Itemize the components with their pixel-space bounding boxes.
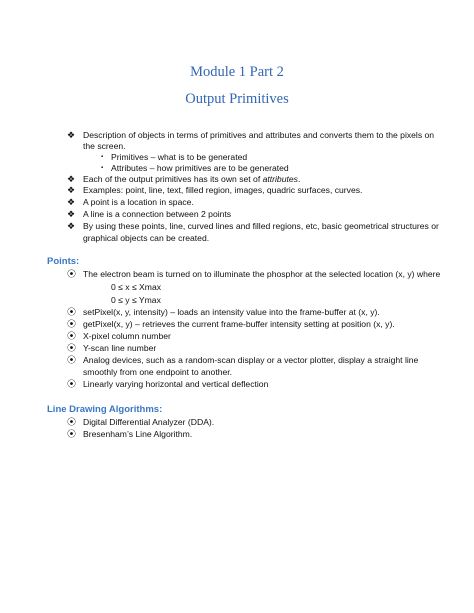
square-bullet-icon: ▪ [101, 154, 104, 160]
intro-item-text: the screen. [83, 141, 126, 151]
square-bullet-icon: ▪ [101, 165, 104, 171]
diamond-bullet-icon: ❖ [67, 209, 76, 219]
intro-item-text: By using these points, line, curved lines and filled regions, etc, basic geometrical structures or [83, 221, 439, 231]
points-item-text: Linearly varying horizontal and vertical deflection [83, 379, 269, 389]
circle-bullet-icon: ⦿ [67, 319, 77, 329]
intro-subitem-text: Attributes – how primitives are to be generated [111, 163, 289, 173]
points-item-text: X-pixel column number [83, 331, 171, 341]
points-item-text: setPixel(x, y, intensity) – loads an intensity value into the frame-buffer at (x, y). [83, 307, 380, 317]
diamond-bullet-icon: ❖ [67, 221, 76, 231]
points-heading: Points: [47, 256, 80, 267]
intro-item-text: graphical objects can be created. [83, 233, 210, 243]
circle-bullet-icon: ⦿ [67, 379, 77, 389]
circle-bullet-icon: ⦿ [67, 269, 77, 279]
circle-bullet-icon: ⦿ [67, 343, 77, 353]
points-item-text: Y-scan line number [83, 343, 157, 353]
points-item-text: The electron beam is turned on to illuminate the phosphor at the selected location (x, y) where [83, 269, 441, 279]
points-range-text: 0 ≤ y ≤ Ymax [111, 295, 161, 305]
points-item-text: getPixel(x, y) – retrieves the current frame-buffer intensity setting at position (x, y). [83, 319, 395, 329]
circle-bullet-icon: ⦿ [67, 307, 77, 317]
algorithm-item-text: Digital Differential Analyzer (DDA). [83, 417, 215, 427]
algorithm-item-text: Bresenham’s Line Algorithm. [83, 429, 193, 439]
diamond-bullet-icon: ❖ [67, 197, 76, 207]
points-item-text: smoothly from one endpoint to another. [83, 367, 233, 377]
circle-bullet-icon: ⦿ [67, 355, 77, 365]
diamond-bullet-icon: ❖ [67, 174, 76, 184]
intro-subitem-text: Primitives – what is to be generated [111, 152, 248, 162]
line-algorithms-heading: Line Drawing Algorithms: [47, 404, 163, 415]
intro-item-text: Examples: point, line, text, filled region, images, quadric surfaces, curves. [83, 185, 363, 195]
page-subtitle: Output Primitives [185, 91, 289, 107]
diamond-bullet-icon: ❖ [67, 130, 76, 140]
circle-bullet-icon: ⦿ [67, 417, 77, 427]
circle-bullet-icon: ⦿ [67, 429, 77, 439]
diamond-bullet-icon: ❖ [67, 185, 76, 195]
points-item-text: Analog devices, such as a random-scan display or a vector plotter, display a straight line [83, 355, 419, 365]
circle-bullet-icon: ⦿ [67, 331, 77, 341]
points-range-text: 0 ≤ x ≤ Xmax [111, 282, 162, 292]
intro-item-text: A point is a location in space. [83, 197, 194, 207]
page-title: Module 1 Part 2 [190, 64, 284, 80]
intro-item-text: Description of objects in terms of primitives and attributes and converts them to the pixels on [83, 130, 435, 140]
intro-item-text: A line is a connection between 2 points [83, 209, 232, 219]
intro-item-text: Each of the output primitives has its own set of attributes. [83, 174, 301, 184]
